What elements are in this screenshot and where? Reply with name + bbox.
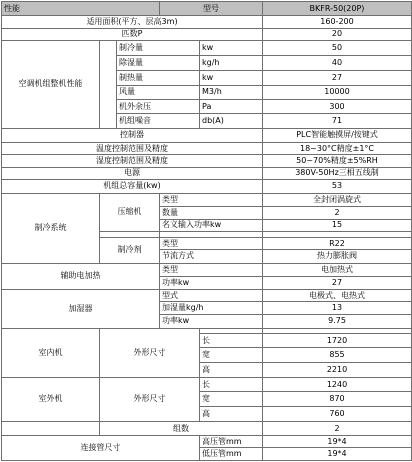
ac-row-label: 除湿量 <box>117 56 200 71</box>
indoor-dim-label: 宽 <box>200 348 263 362</box>
pipe-row-label: 低压管mm <box>200 448 263 461</box>
ac-row-unit: Pa <box>200 100 263 114</box>
header-model-label: 型号 <box>160 2 263 16</box>
humidifier-row-label: 型式 <box>160 290 263 302</box>
group-pipe: 连接管尺寸 <box>2 436 200 461</box>
ac-row-unit: kw <box>200 71 263 85</box>
horsepower-label: 匹数P <box>2 28 263 40</box>
outdoor-dims-label: 外形尺寸 <box>100 377 200 421</box>
aux-heat-row-value: 电加热式 <box>263 263 412 276</box>
spacer <box>100 40 117 128</box>
outdoor-dim-label: 长 <box>200 377 263 391</box>
outdoor-sets-value: 2 <box>263 421 412 435</box>
humidifier-row-value: 9.75 <box>263 314 412 328</box>
ac-row-unit: kg/h <box>200 56 263 71</box>
humidifier-row-label: 加湿量kg/h <box>160 302 263 314</box>
indoor-dim-label: 高 <box>200 362 263 377</box>
ac-row-value: 50 <box>263 40 412 55</box>
ac-row-value: 40 <box>263 56 412 71</box>
humidifier-row-label: 功率kw <box>160 314 263 328</box>
humidifier-row-value: 电极式、电热式 <box>263 290 412 302</box>
area-value: 160-200 <box>263 16 412 28</box>
ac-row-value: 300 <box>263 100 412 114</box>
refrigerant-row-value: 热力膨胀阀 <box>263 250 412 263</box>
aux-heat-row-label: 类型 <box>160 263 263 276</box>
ac-row-value: 27 <box>263 71 412 85</box>
group-aux-heat: 辅助电加热 <box>2 263 160 290</box>
humid-range-label: 湿度控制范围及精度 <box>2 155 263 167</box>
outdoor-dim-label: 宽 <box>200 392 263 406</box>
pipe-row-value: 19*4 <box>263 436 412 448</box>
controller-label: 控制器 <box>2 128 263 142</box>
aux-heat-row-label: 功率kw <box>160 276 263 289</box>
group-humidifier: 加湿器 <box>2 290 160 329</box>
header-item: 性能 <box>2 2 160 16</box>
ac-row-value: 10000 <box>263 85 412 99</box>
outdoor-dim-label: 高 <box>200 406 263 421</box>
area-label: 适用面积(平方、层高3m) <box>2 16 263 28</box>
indoor-dims-label: 外形尺寸 <box>100 328 200 377</box>
indoor-dim-label: 长 <box>200 334 263 348</box>
refrigerant-label: 制冷剂 <box>100 238 160 264</box>
pipe-row-label: 高压管mm <box>200 436 263 448</box>
group-ac-unit: 空调机组整机性能 <box>2 40 100 128</box>
header-model-value: BKFR-50(20P) <box>263 2 412 16</box>
outdoor-dim-value: 1240 <box>263 377 412 391</box>
horsepower-value: 20 <box>263 28 412 40</box>
group-outdoor: 室外机 <box>2 377 100 421</box>
compressor-row-value: 15 <box>263 219 412 231</box>
refrigerant-row-label: 类型 <box>160 238 263 250</box>
power-supply-label: 电源 <box>2 167 263 179</box>
compressor-row-value: 全封闭涡旋式 <box>263 194 412 207</box>
ac-row-label: 制冷量 <box>117 40 200 55</box>
indoor-dim-value: 855 <box>263 348 412 362</box>
pipe-row-value: 19*4 <box>263 448 412 461</box>
ac-row-unit: db(A) <box>200 114 263 128</box>
humid-range-value: 50~70%精度±5%RH <box>263 155 412 167</box>
outdoor-dim-value: 870 <box>263 392 412 406</box>
ac-row-label: 机组噪音 <box>117 114 200 128</box>
aux-heat-row-value: 27 <box>263 276 412 289</box>
indoor-dim-value: 1720 <box>263 334 412 348</box>
group-refrigeration: 制冷系统 <box>2 194 100 263</box>
ac-row-label: 制热量 <box>117 71 200 85</box>
total-power-label: 机组总容量(kw) <box>2 179 263 193</box>
group-indoor: 室内机 <box>2 328 100 377</box>
controller-value: PLC智能触摸屏/按键式 <box>263 128 412 142</box>
refrigerant-row-value: R22 <box>263 238 412 250</box>
temp-range-label: 温度控制范围及精度 <box>2 142 263 154</box>
humidifier-row-value: 13 <box>263 302 412 314</box>
spacer <box>2 421 100 435</box>
ac-row-value: 71 <box>263 114 412 128</box>
compressor-label: 压缩机 <box>100 194 160 232</box>
compressor-row-value: 2 <box>263 207 412 219</box>
total-power-value: 53 <box>263 179 412 193</box>
temp-range-value: 18~30°C精度±1°C <box>263 142 412 154</box>
refrigerant-row-label: 节流方式 <box>160 250 263 263</box>
outdoor-sets-label: 组数 <box>100 421 263 435</box>
compressor-row-label: 名义输入功率kw <box>160 219 263 231</box>
spec-table <box>1 1 412 461</box>
power-supply-value: 380V-50Hz三相五线制 <box>263 167 412 179</box>
outdoor-dim-value: 760 <box>263 406 412 421</box>
ac-row-label: 机外余压 <box>117 100 200 114</box>
compressor-row-label: 数量 <box>160 207 263 219</box>
ac-row-unit: kw <box>200 40 263 55</box>
compressor-row-label: 类型 <box>160 194 263 207</box>
indoor-dim-value: 2210 <box>263 362 412 377</box>
ac-row-unit: M3/h <box>200 85 263 99</box>
ac-row-label: 风量 <box>117 85 200 99</box>
